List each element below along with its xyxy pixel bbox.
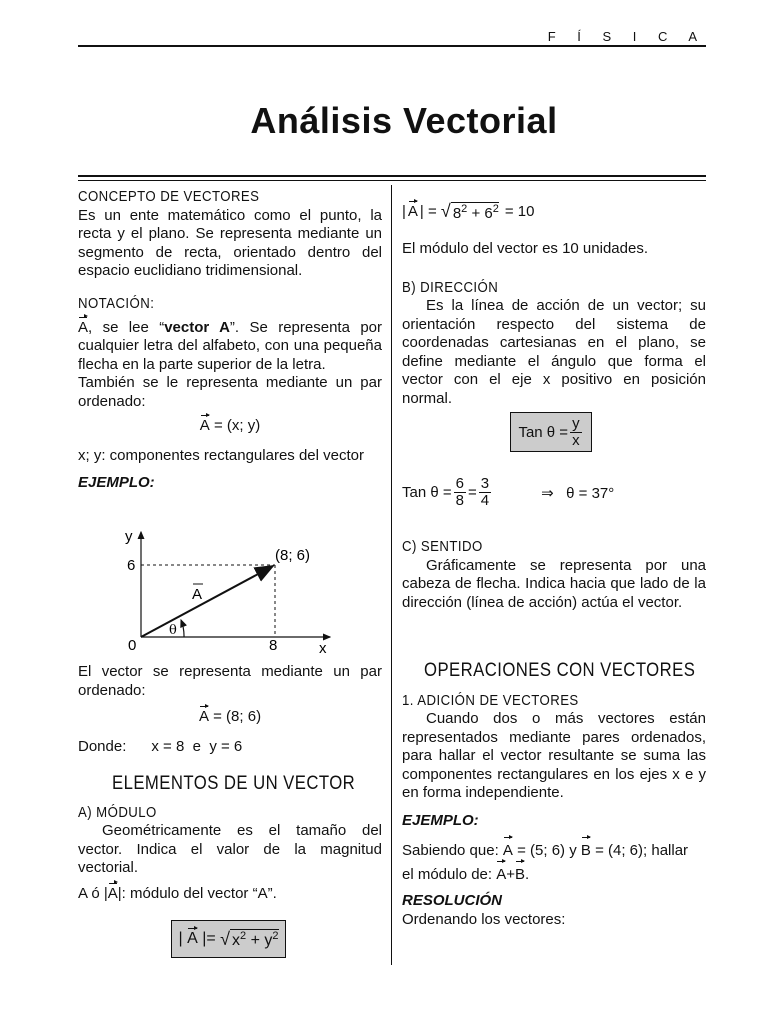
operations-section: [402, 662, 706, 929]
example-section: [78, 663, 382, 756]
angle-label: θ: [169, 623, 177, 638]
notation-text: A, se lee “vector A”. Se representa por cualquier letra del alfabeto, con una pequeña flecha en la parte superior de la letra.: [78, 318, 383, 373]
addition-text: Cuando dos o más vectores están representados mediante pares ordenados, para hallar el vector resultante se suma las componentes rectangulares en los ejes x e y en forma independiente.: [402, 710, 706, 801]
concept-heading: CONCEPTO DE VECTORES: [78, 188, 260, 205]
subject-header: F Í S I C A: [547, 29, 706, 44]
vector-arrow: [141, 566, 273, 637]
pair-text: También se le representa mediante un par ordenado:: [78, 374, 382, 410]
example-label: EJEMPLO:: [78, 474, 155, 491]
concept-text: Es un ente matemático como el punto, la recta y el plano. Se representa mediante un segmento de recta, orientado dentro del espacio euclidiano tridimensional.: [78, 206, 382, 279]
module-text: Geométricamente es el tamaño del vector. Indica el valor de la magnitud vectorial.: [78, 822, 382, 876]
page-title: Análisis Vectorial: [250, 100, 558, 141]
sense-text: Gráficamente se representa por una cabeza de flecha. Indica hacia que lado de la dirección (línea de acción) actúa el vector.: [402, 556, 706, 611]
elements-section: [78, 775, 382, 903]
operations-heading: OPERACIONES CON VECTORES: [424, 660, 696, 681]
tan-calc: Tan θ = $\frac{6}{8}$ = $\frac{3}{4}$ ⇒ θ = 37°: [402, 475, 615, 509]
vector-graph: [110, 522, 350, 662]
header-rule: [78, 45, 706, 47]
example-text: El vector se representa mediante un par ordenado:: [78, 663, 382, 699]
where-text: Donde: x = 8 e y = 6: [78, 737, 243, 755]
point-label: (8; 6): [275, 547, 311, 564]
example-formula: A = (8; 6): [198, 708, 262, 725]
angle-arc: [181, 620, 184, 637]
example-label-right: EJEMPLO:: [402, 811, 479, 829]
pair-formula: A = (x; y): [199, 417, 261, 434]
module-heading: A) MÓDULO: [78, 803, 157, 821]
direction-text: Es la línea de acción de un vector; su orientación respecto del sistema de coordenadas cartesianas en el plano, se define mediante el ángulo que forma el vector con el eje x positivo en posición normal.: [402, 297, 706, 407]
sense-section: [402, 538, 706, 612]
sense-heading: C) SENTIDO: [402, 538, 483, 555]
direction-heading: B) DIRECCIÓN: [402, 278, 499, 296]
y-tick-label: 6: [127, 557, 136, 574]
vector-label: A: [192, 586, 203, 603]
title-rule-bottom: [78, 180, 706, 181]
concept-section: [78, 188, 382, 281]
module-notation: A ó |A|: módulo del vector “A”.: [78, 884, 277, 902]
tan-formula-box: Tan θ = $\frac{y}{x}$: [510, 412, 592, 452]
y-axis-label: y: [125, 528, 133, 545]
addition-heading: 1. ADICIÓN DE VECTORES: [402, 691, 579, 709]
origin-label: 0: [128, 637, 137, 654]
module-result-text: El módulo del vector es 10 unidades.: [402, 240, 648, 257]
title-rule-top: [78, 175, 706, 177]
resolution-label: RESOLUCIÓN: [402, 892, 503, 909]
components-text: x; y: componentes rectangulares del vector: [78, 446, 364, 464]
notation-section: [78, 295, 382, 493]
notation-heading: NOTACIÓN:: [78, 295, 155, 312]
elements-heading: ELEMENTOS DE UN VECTOR: [112, 773, 356, 794]
module-calc: | A | = √ $8^2 + 6^2$ = 10: [402, 201, 535, 222]
module-formula-box: | A |= √ $x^2 + y^2$: [171, 920, 286, 958]
x-axis-label: x: [319, 640, 327, 657]
module-result-section: [402, 240, 706, 408]
vector-a-symbol: A: [78, 318, 89, 336]
column-divider: [391, 185, 392, 965]
resolution-text: Ordenando los vectores:: [402, 910, 566, 928]
example-statement: Sabiendo que: A = (5; 6) y B = (4; 6); hallar el módulo de: A+B.: [402, 839, 706, 887]
x-tick-label: 8: [269, 637, 278, 654]
